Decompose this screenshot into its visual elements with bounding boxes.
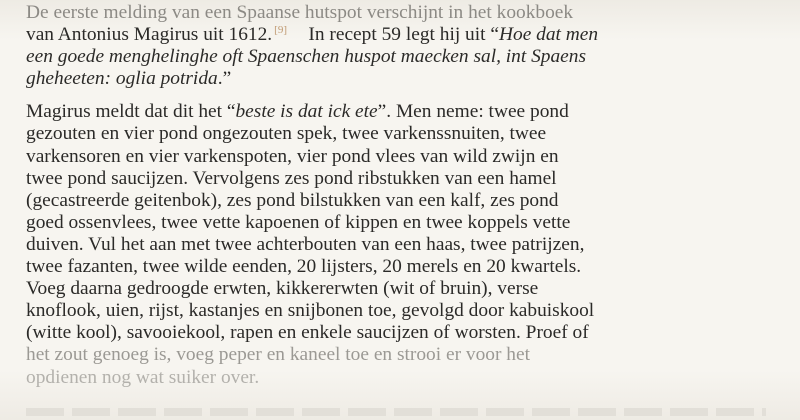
text-span: .”: [217, 68, 232, 90]
text-line: [26, 101, 788, 123]
next-paragraph-ghost: [26, 408, 766, 416]
text-line: varkensoren en vier varkenspoten, vier pond vlees van wild zwijn en: [26, 145, 559, 167]
paragraph-history: [26, 2, 788, 90]
text-line: twee fazanten, twee wilde eenden, 20 lijsters, 20 merels en 20 kwartels.: [26, 256, 582, 278]
article-text: [26, 2, 788, 389]
text-line: [26, 46, 788, 68]
paragraph-recipe: [26, 101, 788, 388]
text-line: [26, 68, 788, 90]
footnote-link[interactable]: [9]: [274, 23, 287, 36]
text-line: [26, 24, 788, 46]
text-line: gezouten en vier pond ongezouten spek, twee varkenssnuiten, twee: [26, 123, 547, 145]
text-line: twee pond saucijzen. Vervolgens zes pond ribstukken van een hamel: [26, 167, 557, 189]
text-line: (gecastreerde geitenbok), zes pond bilstukken van een kalf, zes pond: [26, 189, 559, 211]
text-line: De eerste melding van een Spaanse hutspot verschijnt in het kookboek: [26, 2, 574, 23]
text-line: duiven. Vul het aan met twee achterbouten van een haas, twee patrijzen,: [26, 233, 585, 255]
text-line: opdienen nog wat suiker over.: [26, 366, 260, 388]
text-line: knoflook, uien, rijst, kastanjes en snijbonen toe, gevolgd door kabuiskool: [26, 300, 595, 322]
text-span: van Antonius Magirus uit 1612.: [26, 24, 273, 46]
text-line: goed ossenvlees, twee vette kapoenen of kippen en twee koppels vette: [26, 211, 571, 233]
text-line: Voeg daarna gedroogde erwten, kikkererwten (wit of bruin), verse: [26, 278, 539, 300]
quote-span: Hoe dat men: [499, 24, 599, 46]
text-line: (witte kool), savooiekool, rapen en enkele saucijzen of worsten. Proef of: [26, 322, 589, 344]
text-span: ”. Men neme: twee pond: [377, 101, 569, 123]
quote-span: een goede menghelinghe oft Spaenschen huspot maecken sal, int Spaens: [26, 46, 587, 68]
text-span: In recept 59 legt hij uit “: [308, 24, 499, 46]
quote-span: gheheeten: oglia potrida: [26, 68, 218, 90]
quote-span: beste is dat ick ete: [235, 101, 378, 123]
text-span: Magirus meldt dat dit het “: [26, 101, 236, 123]
text-line: het zout genoeg is, voeg peper en kaneel toe en strooi er voor het: [26, 344, 530, 366]
